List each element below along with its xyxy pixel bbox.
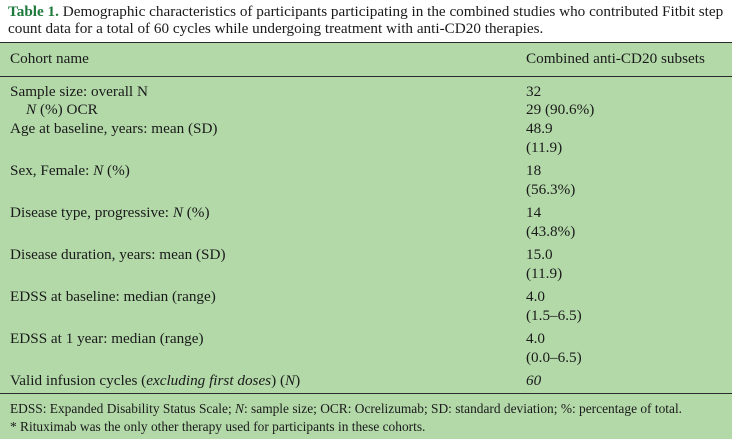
row-label-infusion-cycles: Valid infusion cycles (excluding first doses) (N)	[10, 372, 301, 389]
row-label-disease-duration: Disease duration, years: mean (SD)	[10, 246, 226, 263]
table-bottom-rule	[0, 393, 732, 394]
header-cohort-name: Cohort name	[10, 50, 89, 67]
demographics-table	[0, 42, 732, 439]
table-label: Table 1.	[8, 3, 59, 20]
row-value-edss-baseline-median: 4.0	[526, 288, 545, 305]
row-value-disease-type-pct: (43.8%)	[526, 223, 576, 240]
footnote-abbreviations: EDSS: Expanded Disability Status Scale; N: sample size; OCR: Ocrelizumab; SD: standard deviation; %: percentage of total.	[10, 401, 683, 416]
row-label-sample-size: Sample size: overall N	[10, 83, 148, 100]
row-value-edss-1-year-range: (0.0–6.5)	[526, 349, 582, 366]
row-value-disease-type-n: 14	[526, 204, 542, 221]
row-value-infusion-cycles: 60	[526, 372, 542, 389]
row-label-disease-type: Disease type, progressive: N (%)	[10, 204, 210, 221]
row-value-ocr: 29 (90.6%)	[526, 101, 595, 118]
row-label-edss-baseline: EDSS at baseline: median (range)	[10, 288, 216, 305]
row-value-edss-1-year-median: 4.0	[526, 330, 545, 347]
row-label-age: Age at baseline, years: mean (SD)	[10, 120, 218, 137]
header-combined-subsets: Combined anti-CD20 subsets	[526, 50, 705, 67]
row-value-edss-baseline-range: (1.5–6.5)	[526, 307, 582, 324]
row-value-sex-n: 18	[526, 162, 542, 179]
caption-text: Demographic characteristics of participants participating in the combined studies who contributed Fitbit step count data for a total of 60 cycles while undergoing treatment with anti-CD20 therapies.	[8, 3, 724, 37]
row-label-edss-1-year: EDSS at 1 year: median (range)	[10, 330, 204, 347]
row-value-disease-duration-sd: (11.9)	[526, 265, 563, 282]
row-value-sex-pct: (56.3%)	[526, 181, 576, 198]
header-rule	[0, 76, 732, 77]
row-value-disease-duration-mean: 15.0	[526, 246, 553, 263]
table-top-rule	[0, 42, 732, 43]
table-caption	[8, 3, 728, 37]
row-value-sample-size: 32	[526, 83, 542, 100]
footnote-rituximab: * Rituximab was the only other therapy used for participants in these cohorts.	[10, 419, 426, 434]
row-value-age-mean: 48.9	[526, 120, 553, 137]
row-label-ocr: N (%) OCR	[26, 101, 98, 118]
row-value-age-sd: (11.9)	[526, 139, 563, 156]
row-label-sex: Sex, Female: N (%)	[10, 162, 130, 179]
ocr-n-italic: N	[26, 101, 37, 118]
